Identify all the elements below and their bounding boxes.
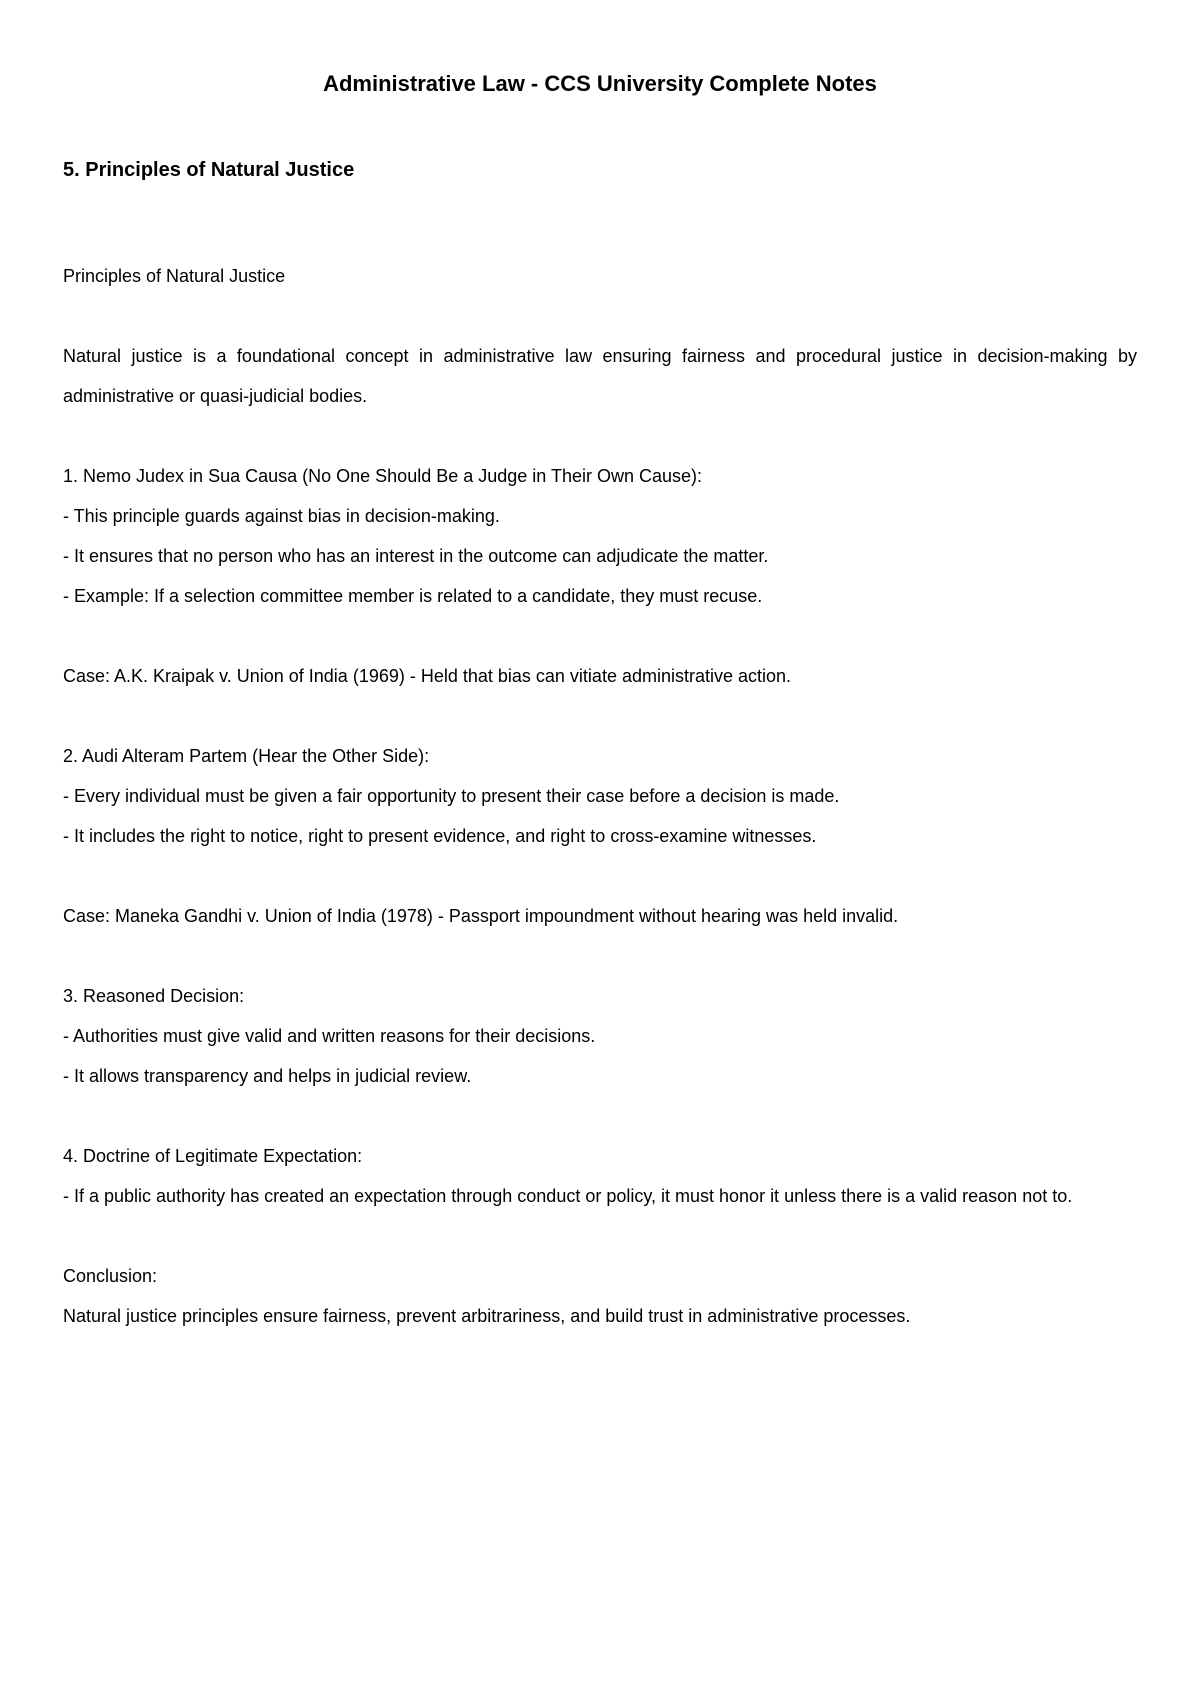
principle-2-heading: 2. Audi Alteram Partem (Hear the Other Side): bbox=[63, 746, 430, 766]
principle-1-heading: 1. Nemo Judex in Sua Causa (No One Should Be a Judge in Their Own Cause): bbox=[63, 466, 703, 486]
subtitle: Principles of Natural Justice bbox=[63, 266, 286, 286]
principle-2-point: - Every individual must be given a fair opportunity to present their case before a decision is made. bbox=[63, 786, 840, 806]
section-heading: 5. Principles of Natural Justice bbox=[63, 159, 355, 181]
principle-2-point: - It includes the right to notice, right to present evidence, and right to cross-examine witnesses. bbox=[63, 826, 817, 846]
principle-3-point: - Authorities must give valid and written reasons for their decisions. bbox=[63, 1026, 596, 1046]
spacer bbox=[63, 696, 1137, 736]
principle-1-point: - It ensures that no person who has an interest in the outcome can adjudicate the matter. bbox=[63, 546, 769, 566]
principle-4-heading: 4. Doctrine of Legitimate Expectation: bbox=[63, 1146, 363, 1166]
conclusion-text: Natural justice principles ensure fairness, prevent arbitrariness, and build trust in administrative processes. bbox=[63, 1306, 911, 1326]
principle-1-point: - Example: If a selection committee member is related to a candidate, they must recuse. bbox=[63, 586, 763, 606]
principle-2-case: Case: Maneka Gandhi v. Union of India (1978) - Passport impoundment without hearing was held invalid. bbox=[63, 906, 899, 926]
spacer bbox=[63, 616, 1137, 656]
principle-4-point: - If a public authority has created an expectation through conduct or policy, it must honor it unless there is a valid reason not to. bbox=[63, 1186, 1073, 1206]
document-title: Administrative Law - CCS University Complete Notes bbox=[323, 71, 877, 96]
spacer bbox=[63, 416, 1137, 456]
principle-3-heading: 3. Reasoned Decision: bbox=[63, 986, 245, 1006]
principle-1-point: - This principle guards against bias in decision-making. bbox=[63, 506, 500, 526]
spacer bbox=[63, 936, 1137, 976]
intro-paragraph: Natural justice is a foundational concept in administrative law ensuring fairness and procedural justice in decision-making by administrative or quasi-judicial bodies. bbox=[63, 346, 1137, 406]
spacer bbox=[63, 1216, 1137, 1256]
principle-3-point: - It allows transparency and helps in judicial review. bbox=[63, 1066, 472, 1086]
document-body bbox=[63, 256, 1137, 1336]
spacer bbox=[63, 856, 1137, 896]
spacer bbox=[63, 1096, 1137, 1136]
principle-1-case: Case: A.K. Kraipak v. Union of India (1969) - Held that bias can vitiate administrative action. bbox=[63, 666, 792, 686]
conclusion-heading: Conclusion: bbox=[63, 1266, 158, 1286]
